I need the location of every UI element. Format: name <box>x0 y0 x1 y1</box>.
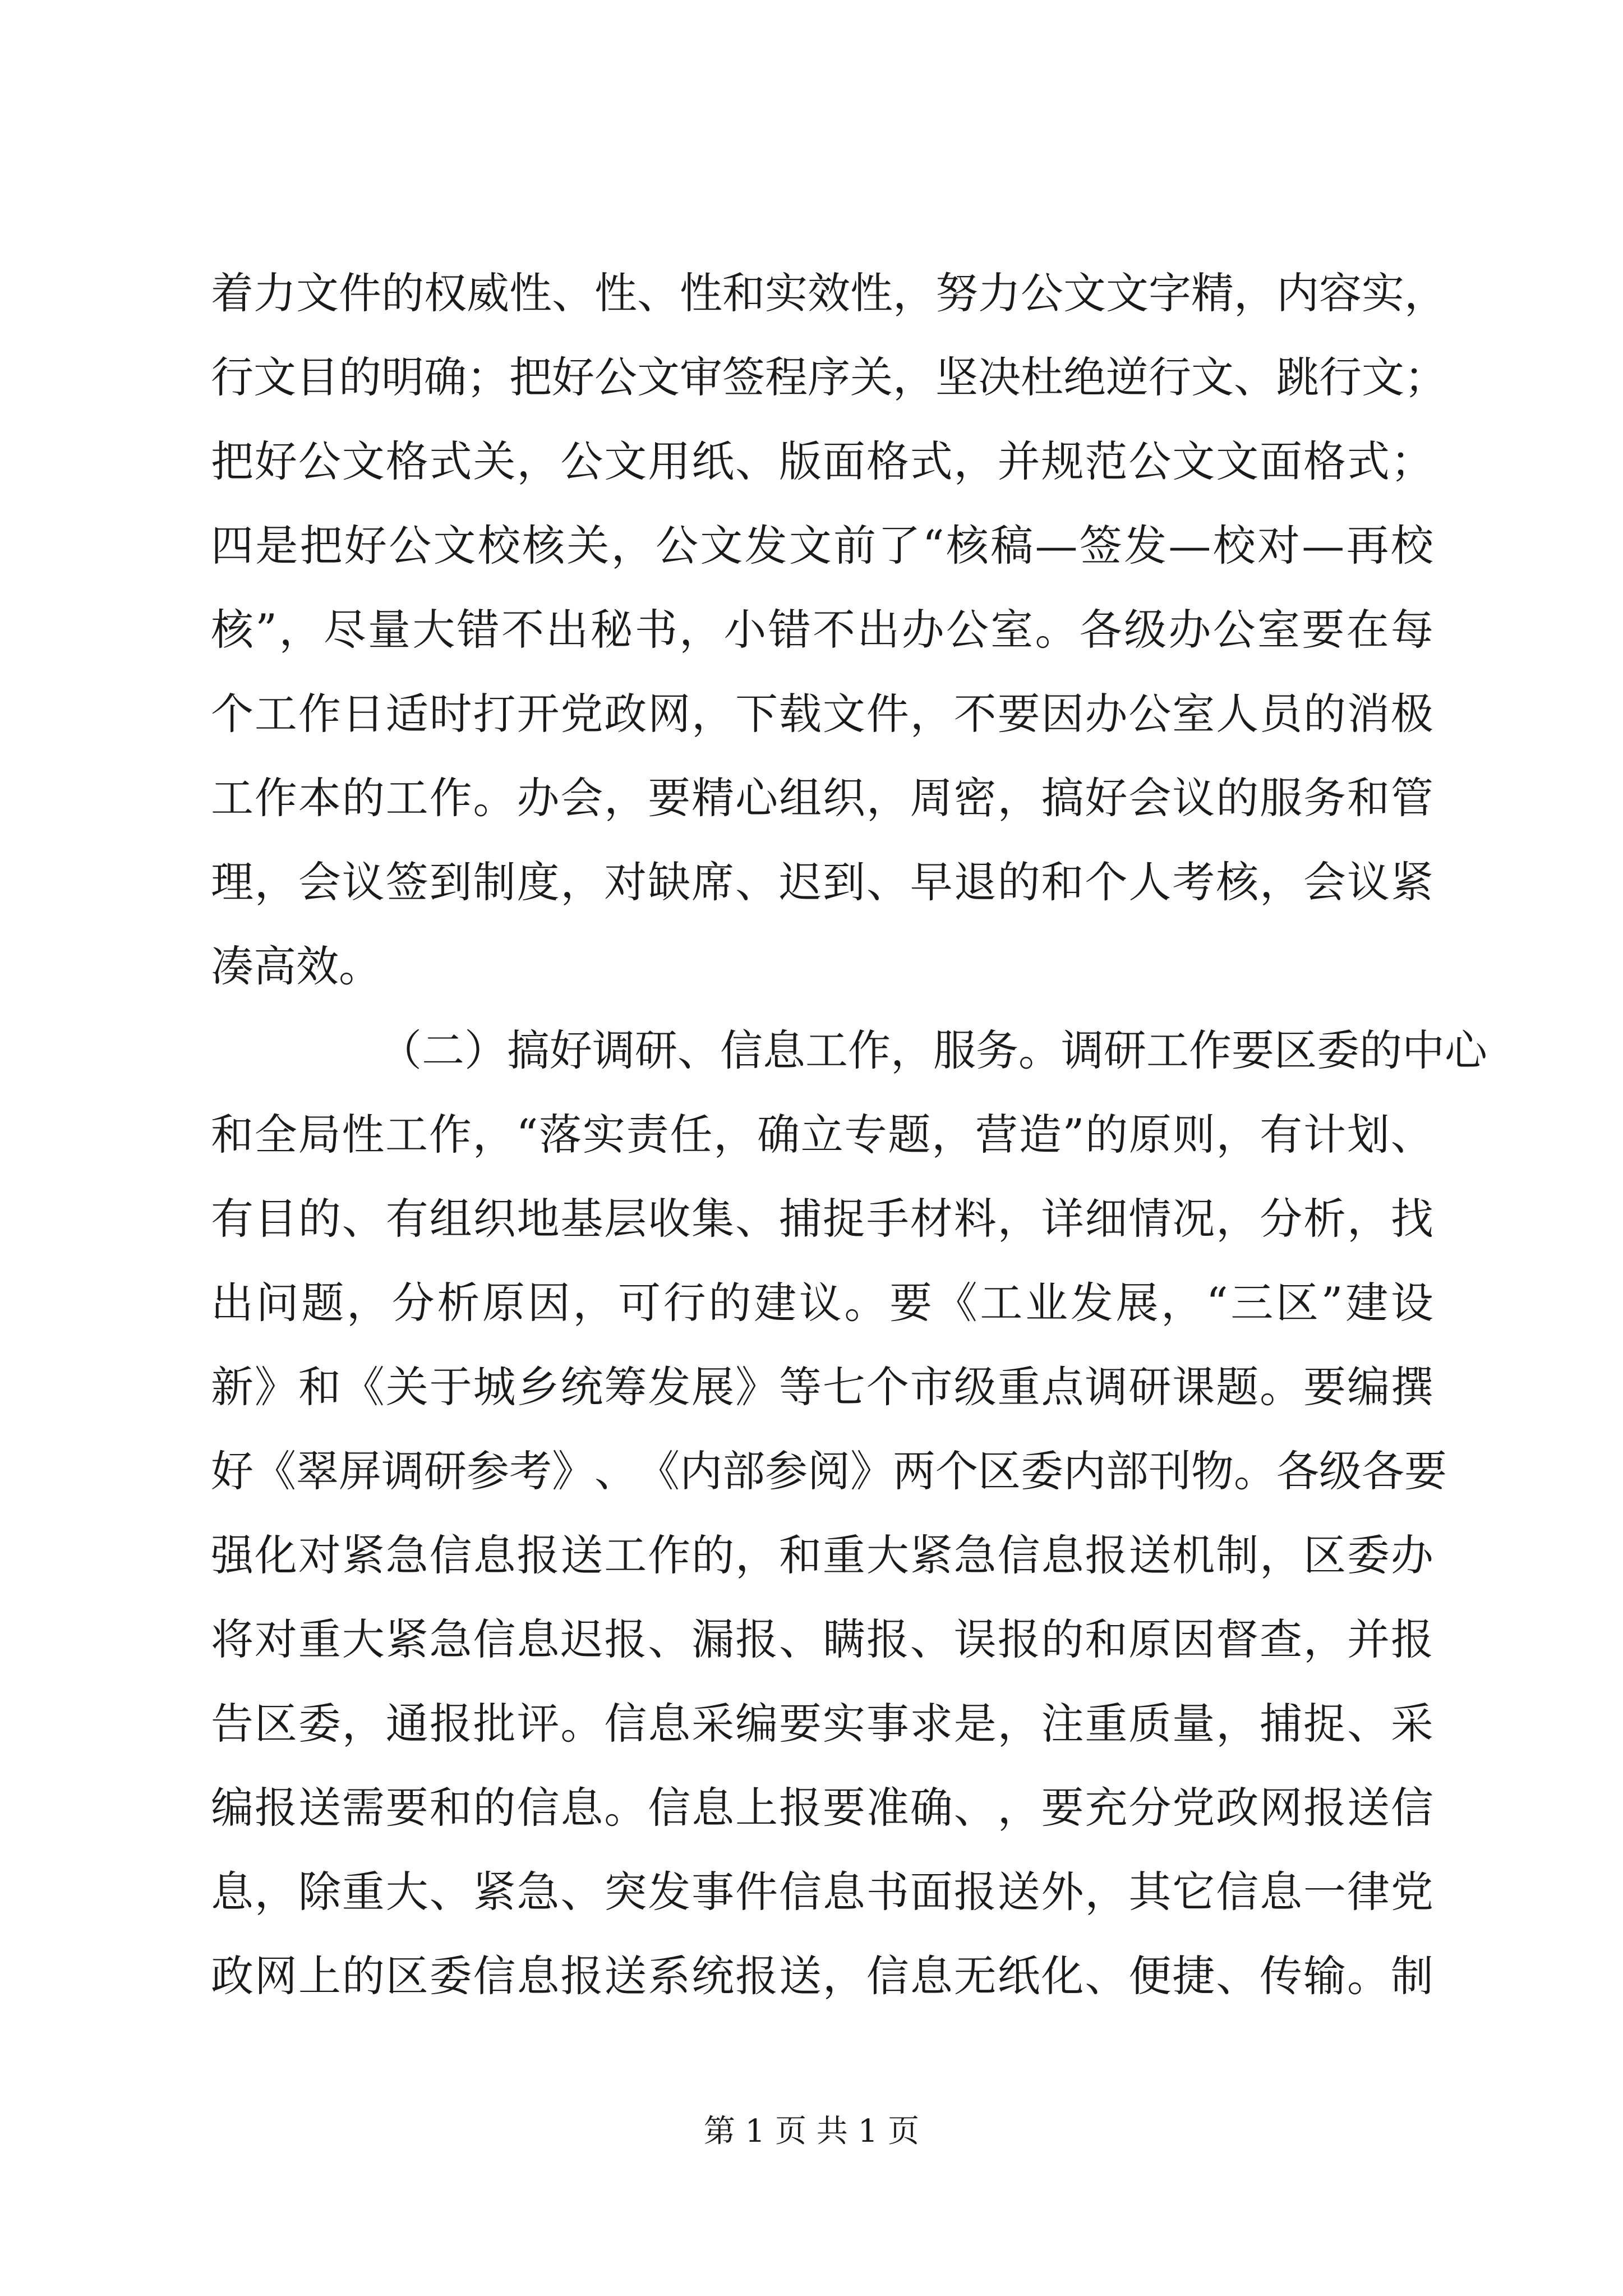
text-line: 新 》 和 《 关 于 城 乡 统 筹 发 展 》 等 七 个 市 级 重 点 调 研 课 题 。 要 编 撰 <box>211 1362 1433 1412</box>
text-line: （ 二 ） 搞 好 调 研 、 信 息 工 作 ， 服 务 。 调 研 工 作 要 区 委 的 中 心 <box>379 1025 1487 1075</box>
text-line: 行 文 目 的 明 确 ； 把 好 公 文 审 签 程 序 关 ， 坚 决 杜 绝 逆 行 文 、 跳 行 文 ； <box>211 352 1447 402</box>
text-line: 出 问 题 ， 分 析 原 因 ， 可 行 的 建 议 。 要 《 工 业 发 展 ， “ 三 区 ” 建 设 <box>211 1278 1433 1328</box>
text-line: 着 力 文 件 的 权 威 性 、 性 、 性 和 实 效 性 ， 努 力 公 文 文 字 精 ， 内 容 实 ， <box>211 268 1447 318</box>
text-line: 息 ， 除 重 大 、 紧 急 、 突 发 事 件 信 息 书 面 报 送 外 ， 其 它 信 息 一 律 党 <box>211 1867 1433 1917</box>
text-line: 工 作 本 的 工 作 。 办 会 ， 要 精 心 组 织 ， 周 密 ， 搞 好 会 议 的 服 务 和 管 <box>211 773 1433 823</box>
text-line: 强 化 对 紧 急 信 息 报 送 工 作 的 ， 和 重 大 紧 急 信 息 报 送 机 制 ， 区 委 办 <box>211 1530 1433 1580</box>
body-text <box>211 251 1487 2018</box>
text-line: 和 全 局 性 工 作 ， “ 落 实 责 任 ， 确 立 专 题 ， 营 造 ” 的 原 则 ， 有 计 划 、 <box>211 1110 1433 1159</box>
text-line: 个 工 作 日 适 时 打 开 党 政 网 ， 下 载 文 件 ， 不 要 因 办 公 室 人 员 的 消 极 <box>211 689 1433 739</box>
text-line: 核 ” ， 尽 量 大 错 不 出 秘 书 ， 小 错 不 出 办 公 室 。 各 级 办 公 室 要 在 每 <box>211 605 1433 655</box>
page-number: 第 1 页 共 1 页 <box>703 2113 920 2150</box>
text-line: 编 报 送 需 要 和 的 信 息 。 信 息 上 报 要 准 确 、 ， 要 充 分 党 政 网 报 送 信 <box>211 1783 1433 1833</box>
text-line: 凑高效。 <box>211 941 381 991</box>
text-line: 有 目 的 、 有 组 织 地 基 层 收 集 、 捕 捉 手 材 料 ， 详 细 情 况 ， 分 析 ， 找 <box>211 1194 1433 1244</box>
text-line: 政 网 上 的 区 委 信 息 报 送 系 统 报 送 ， 信 息 无 纸 化 、 便 捷 、 传 输 。 制 <box>211 1951 1433 2001</box>
text-line: 把 好 公 文 格 式 关 ， 公 文 用 纸 、 版 面 格 式 ， 并 规 范 公 文 文 面 格 式 ； <box>211 436 1433 486</box>
page-footer <box>0 2109 1623 2154</box>
paragraph-2 <box>211 1009 1487 2018</box>
text-line: 四 是 把 好 公 文 校 核 关 ， 公 文 发 文 前 了 “ 核 稿 — 签 发 — 校 对 — 再 校 <box>211 521 1433 570</box>
text-line: 告 区 委 ， 通 报 批 评 。 信 息 采 编 要 实 事 求 是 ， 注 重 质 量 ， 捕 捉 、 采 <box>211 1699 1433 1749</box>
text-line: 将 对 重 大 紧 急 信 息 迟 报 、 漏 报 、 瞒 报 、 误 报 的 和 原 因 督 查 ， 并 报 <box>211 1614 1433 1664</box>
text-line: 好 《 翠 屏 调 研 参 考 》 、 《 内 部 参 阅 》 两 个 区 委 内 部 刊 物 。 各 级 各 要 <box>211 1446 1447 1496</box>
paragraph-1 <box>211 251 1447 1009</box>
text-line: 理 ， 会 议 签 到 制 度 ， 对 缺 席 、 迟 到 、 早 退 的 和 个 人 考 核 ， 会 议 紧 <box>211 857 1433 907</box>
